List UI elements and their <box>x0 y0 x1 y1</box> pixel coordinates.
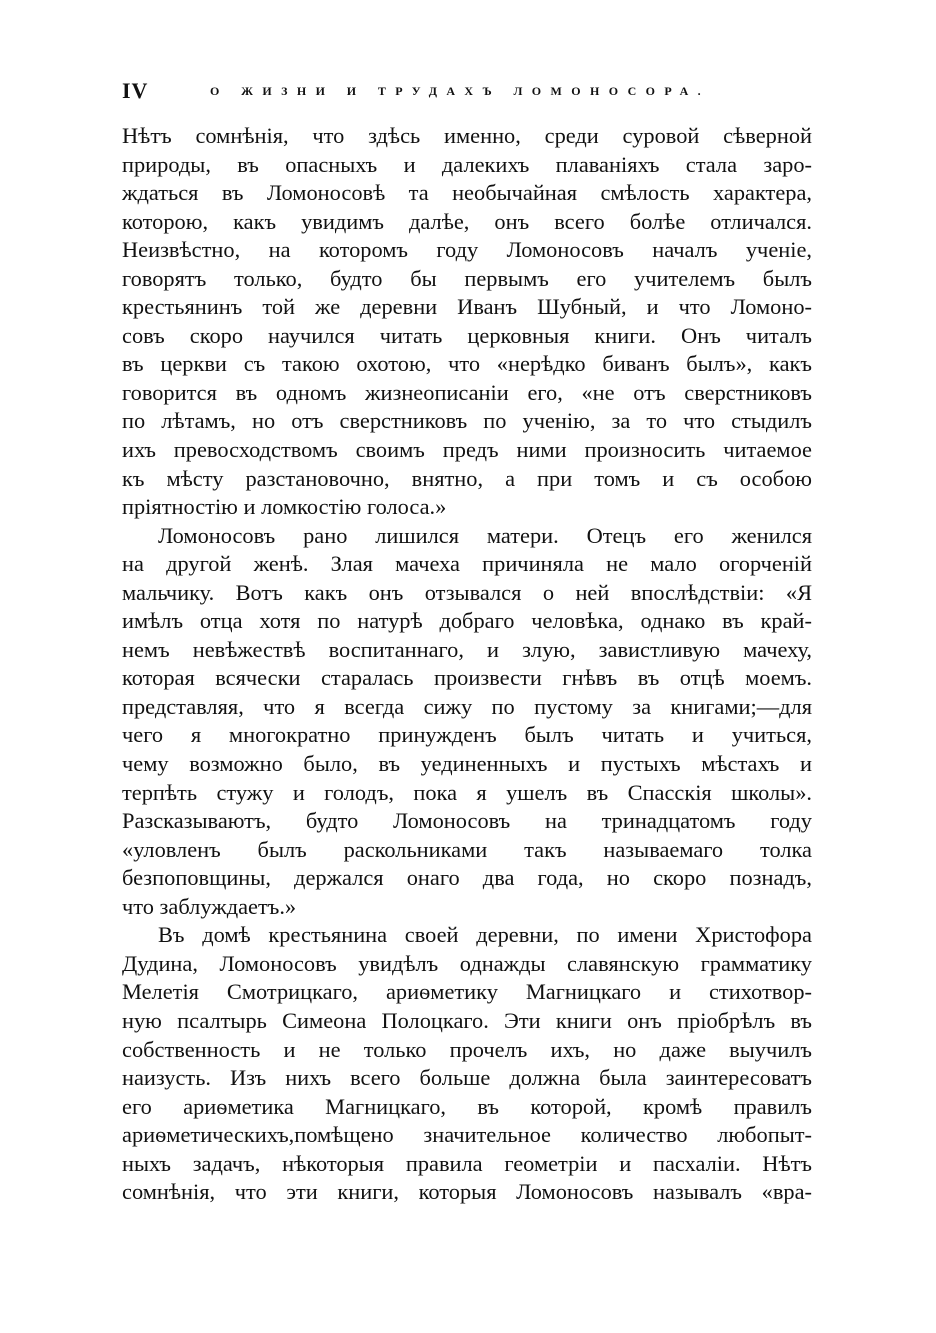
text-line: что заблуждаетъ.» <box>122 893 297 919</box>
text-line: Ломоносовъ рано лишился матери. Отецъ его женился <box>158 522 812 548</box>
text-line: ждаться въ Ломоносовѣ та необычайная смѣлость характера, <box>122 180 812 206</box>
text-line: которою, какъ увидимъ далѣе, онъ всего болѣе отличался. <box>122 208 812 234</box>
text-line: ихъ превосходствомъ своимъ предъ ними произносить читаемое <box>122 437 812 463</box>
text-line: ариѳметическихъ,помѣщено значительное количество любопыт- <box>122 1122 812 1148</box>
body-text <box>122 122 812 1207</box>
text-line: къ мѣсту разстановочно, внятно, а при томъ и съ особою <box>122 465 812 491</box>
page-header <box>122 78 822 104</box>
text-line: его ариѳметика Магницкаго, въ которой, кромѣ правилъ <box>122 1093 812 1119</box>
text-line: по лѣтамъ, но отъ сверстниковъ по ученію, за то что стыдилъ <box>122 408 812 434</box>
text-line: представляя, что я всегда сижу по пустому за книгами;—для <box>122 693 812 719</box>
page-number: IV <box>122 78 149 103</box>
text-line: Мелетія Смотрицкаго, ариѳметику Магницкаго и стихотвор- <box>122 979 812 1005</box>
text-line: мальчику. Вотъ какъ онъ отзывался о ней впослѣдствіи: «Я <box>122 579 812 605</box>
text-line: которая всячески старалась произвести гнѣвъ въ отцѣ моемъ. <box>122 665 812 691</box>
running-title: О ЖИЗНИ И ТРУДАХЪ ЛОМОНОСОРА. <box>210 84 711 98</box>
text-line: собственность и не только прочелъ ихъ, но даже выучилъ <box>122 1036 812 1062</box>
text-line: говорятъ только, будто бы первымъ его учителемъ былъ <box>122 265 812 291</box>
text-line: наизусть. Изъ нихъ всего больше должна была заинтересоватъ <box>122 1065 812 1091</box>
text-line: пріятностію и ломкостію голоса.» <box>122 494 447 520</box>
paragraph-1 <box>122 122 812 522</box>
text-line: имѣлъ отца хотя по натурѣ добраго человѣка, однако въ край- <box>122 608 812 634</box>
text-line: говорится въ одномъ жизнеописаніи его, «не отъ сверстниковъ <box>122 379 812 405</box>
text-line: Въ домѣ крестьянина своей деревни, по имени Христофора <box>158 922 812 948</box>
text-line: Дудина, Ломоносовъ увидѣлъ однажды славянскую грамматику <box>122 950 812 976</box>
text-line: Разсказываютъ, будто Ломоносовъ на тринадцатомъ году <box>122 808 812 834</box>
text-line: сомнѣнія, что эти книги, которыя Ломоносовъ называлъ «вра- <box>122 1179 812 1205</box>
text-line: крестьянинъ той же деревни Иванъ Шубный, и что Ломоно- <box>122 294 812 320</box>
text-line: немъ невѣжествѣ воспитаннаго, и злую, завистливую мачеху, <box>122 636 812 662</box>
paragraph-2 <box>122 522 812 922</box>
text-line: на другой женѣ. Злая мачеха причиняла не мало огорченій <box>122 551 812 577</box>
text-line: совъ скоро научился читать церковныя книги. Онъ читалъ <box>122 322 812 348</box>
text-line: ныхъ задачъ, нѣкоторыя правила геометріи и пасхаліи. Нѣтъ <box>122 1150 812 1176</box>
text-line: Неизвѣстно, на которомъ году Ломоносовъ началъ ученіе, <box>122 237 812 263</box>
text-line: «уловленъ былъ раскольниками такъ называемаго толка <box>122 836 812 862</box>
text-line: чего я многократно принужденъ былъ читать и учиться, <box>122 722 812 748</box>
text-line: Нѣтъ сомнѣнія, что здѣсь именно, среди суровой сѣверной <box>122 123 812 148</box>
text-line: безпоповщины, держался онаго два года, но скоро познадъ, <box>122 865 812 891</box>
text-line: природы, въ опасныхъ и далекихъ плаваніяхъ стала заро- <box>122 151 812 177</box>
paragraph-3 <box>122 921 812 1206</box>
text-line: чему возможно было, въ уединенныхъ и пустыхъ мѣстахъ и <box>122 751 812 777</box>
text-line: въ церкви съ такою охотою, что «нерѣдко биванъ былъ», какъ <box>122 351 812 377</box>
text-line: ную псалтырь Симеона Полоцкаго. Эти книги онъ пріобрѣлъ въ <box>122 1007 812 1033</box>
text-line: терпѣть стужу и голодъ, пока я ушелъ въ Спасскія школы». <box>122 779 812 805</box>
